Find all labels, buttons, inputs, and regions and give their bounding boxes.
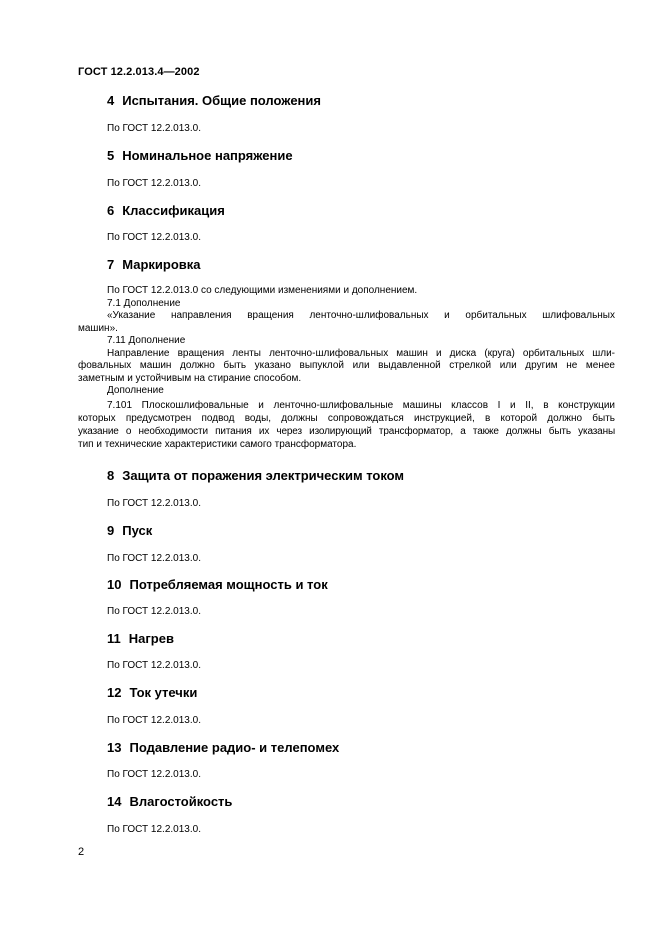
document-header: ГОСТ 12.2.013.4—2002: [78, 66, 200, 78]
section-number: 5: [107, 148, 115, 163]
section-14-reference: По ГОСТ 12.2.013.0.: [107, 824, 201, 835]
clause-7-101-line-3: указание о необходимости питания их через изолирующий трансформатор, а также должны быть указаны: [78, 426, 615, 437]
clause-7-11-line-2: фовальных машин должно быть указано выпуклой или выдавленной стрелкой или другим не менее: [78, 360, 615, 371]
clause-7-11-line-3: заметным и устойчивым на стирание способом.: [78, 372, 302, 384]
section-number: 9: [107, 523, 115, 538]
section-number: 7: [107, 257, 115, 272]
section-heading-14: [107, 794, 232, 809]
clause-7-1-text-line-1: «Указание направления вращения ленточно-шлифовальных и орбитальных шлифовальных: [107, 310, 615, 321]
section-title: Потребляемая мощность и ток: [129, 577, 328, 592]
clause-7-101-line-1: 7.101 Плоскошлифовальные и ленточно-шлифовальные машины классов I и II, в конструкции: [107, 400, 615, 411]
section-heading-12: [107, 685, 197, 700]
section-title: Ток утечки: [129, 685, 198, 700]
section-title: Маркировка: [122, 257, 201, 272]
section-number: 12: [107, 685, 122, 700]
section-heading-8: [107, 468, 404, 483]
section-number: 4: [107, 93, 115, 108]
section-number: 11: [107, 631, 121, 646]
section-heading-5: [107, 148, 293, 163]
section-number: 14: [107, 794, 122, 809]
section-heading-4: [107, 93, 321, 108]
section-title: Испытания. Общие положения: [122, 93, 321, 108]
section-title: Влагостойкость: [129, 794, 233, 809]
section-12-reference: По ГОСТ 12.2.013.0.: [107, 715, 201, 726]
section-heading-10: [107, 577, 328, 592]
addition-label: Дополнение: [107, 385, 164, 396]
section-title: Номинальное напряжение: [122, 148, 293, 163]
section-9-reference: По ГОСТ 12.2.013.0.: [107, 553, 201, 564]
section-5-reference: По ГОСТ 12.2.013.0.: [107, 178, 201, 189]
section-8-reference: По ГОСТ 12.2.013.0.: [107, 498, 201, 509]
clause-7-101-line-2: которых предусмотрен подвод воды, должны сопровождаться инструкцией, в которой должно быть: [78, 413, 615, 424]
clause-7-1-label: 7.1 Дополнение: [107, 297, 181, 309]
section-title: Нагрев: [128, 631, 174, 646]
section-13-reference: По ГОСТ 12.2.013.0.: [107, 769, 201, 780]
section-10-reference: По ГОСТ 12.2.013.0.: [107, 606, 201, 617]
section-heading-11: [107, 631, 174, 646]
section-title: Подавление радио- и телепомех: [129, 740, 340, 755]
section-title: Пуск: [122, 523, 153, 538]
section-heading-13: [107, 740, 339, 755]
section-4-reference: По ГОСТ 12.2.013.0.: [107, 123, 201, 134]
page-number: 2: [78, 846, 85, 858]
clause-7-1-text-line-2: машин».: [78, 322, 118, 334]
section-heading-9: [107, 523, 152, 538]
section-number: 6: [107, 203, 115, 218]
section-6-reference: По ГОСТ 12.2.013.0.: [107, 232, 201, 243]
clause-7-101-line-4: тип и технические характеристики самого трансформатора.: [78, 439, 357, 450]
section-title: Классификация: [122, 203, 225, 218]
section-heading-6: [107, 203, 225, 218]
section-number: 13: [107, 740, 122, 755]
clause-7-11-label: 7.11 Дополнение: [107, 335, 186, 346]
section-7-intro: По ГОСТ 12.2.013.0 со следующими изменениями и дополнением.: [107, 285, 418, 296]
section-number: 8: [107, 468, 115, 483]
section-heading-7: [107, 257, 201, 272]
section-title: Защита от поражения электрическим током: [122, 468, 405, 483]
clause-7-11-line-1: Направление вращения ленты ленточно-шлифовальных машин и диска (круга) орбитальных шли-: [107, 347, 615, 359]
section-number: 10: [107, 577, 122, 592]
section-11-reference: По ГОСТ 12.2.013.0.: [107, 660, 201, 671]
